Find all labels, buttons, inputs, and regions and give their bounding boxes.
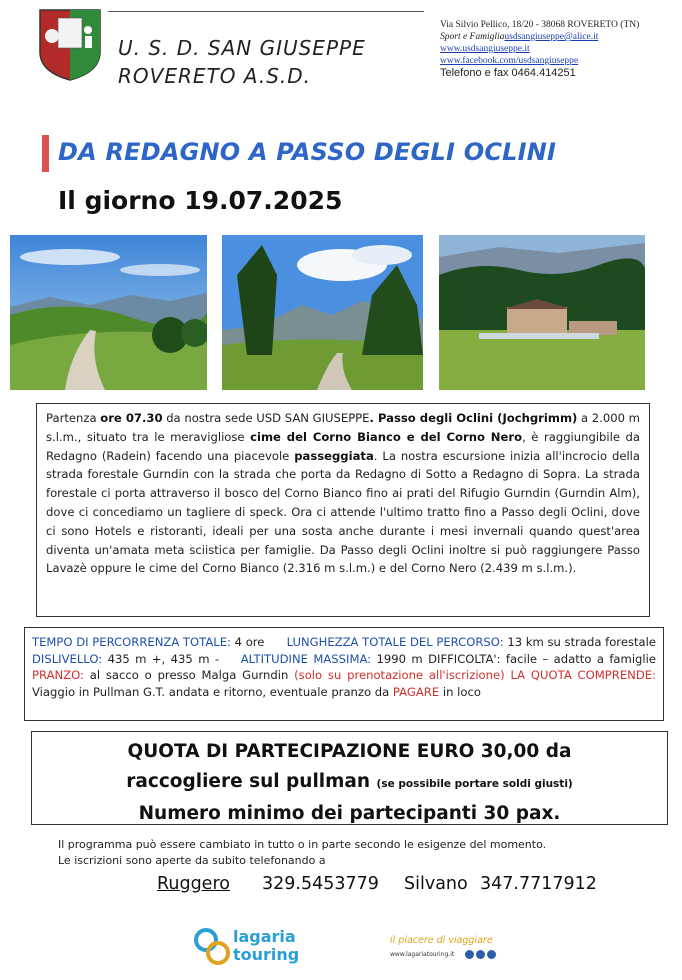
registration-note: Le iscrizioni sono aperte da subito telefonando a xyxy=(58,854,326,867)
club-name xyxy=(118,34,366,90)
price-box xyxy=(31,731,668,825)
min-participants: Numero minimo dei partecipanti 30 pax. xyxy=(138,803,561,824)
price-line: QUOTA DI PARTECIPAZIONE EURO 30,00 da xyxy=(127,741,572,762)
title-accent-bar xyxy=(42,135,49,172)
header-rule xyxy=(108,11,424,12)
club-logo xyxy=(38,8,102,82)
club-name-line1: U. S. D. SAN GIUSEPPE xyxy=(118,36,366,60)
contact-name-2: Silvano xyxy=(404,874,468,894)
footer-website[interactable]: www.lagariatouring.it xyxy=(390,951,455,958)
phone-fax: Telefono e fax 0464.414251 xyxy=(440,67,576,79)
contact-phone-1[interactable]: 329.5453779 xyxy=(262,874,379,894)
payment-note: (se possibile portare soldi giusti) xyxy=(376,778,573,790)
photo-forest-road xyxy=(222,235,423,390)
trip-details-box: TEMPO DI PERCORRENZA TOTALE: 4 ore LUNGHEZZA TOTALE DEL PERCORSO: 13 km su strada forestale DISLIVELLO: 435 m +, 435 m - ALTITUDINE MASSIMA: 1990 m DIFFICOLTA': facile – adatto a famiglie PRANZO: al sacco o presso Malga Gurndin (solo su prenotazione all'iscrizione) LA QUOTA COMPRENDE: Viaggio in Pullman G.T. andata e ritorno, eventuale pranzo da PAGARE in loco xyxy=(24,627,664,721)
sport-label: Sport e Famiglia xyxy=(440,32,505,42)
program-note: Il programma può essere cambiato in tutto o in parte secondo le esigenze del momento. xyxy=(58,838,547,851)
club-name-line2: ROVERETO A.S.D. xyxy=(118,64,312,88)
lagaria-brand: lagaria touring xyxy=(233,927,300,964)
lagaria-logo-icon xyxy=(194,928,230,970)
notes xyxy=(58,837,546,869)
facebook-link[interactable]: www.facebook.com/usdsangiuseppe xyxy=(440,56,579,66)
instagram-icon[interactable] xyxy=(465,950,474,959)
photo-mountain-hut xyxy=(439,235,645,390)
address: Via Silvio Pellico, 18/20 - 38068 ROVERETO (TN) xyxy=(440,20,640,30)
whatsapp-icon[interactable] xyxy=(487,950,496,959)
payment-line: raccogliere sul pullman (se possibile portare soldi giusti) xyxy=(126,771,573,792)
photo-trail-meadow xyxy=(10,235,207,390)
page-title: DA REDAGNO A PASSO DEGLI OCLINI xyxy=(58,138,557,166)
header-contacts xyxy=(440,19,639,79)
description-box: Partenza ore 07.30 da nostra sede USD SAN GIUSEPPE. Passo degli Oclini (Jochgrimm) a 2.000 m s.l.m., situato tra le meravigliose cime del Corno Bianco e del Corno Nero, è raggiungibile da Redagno (Radein) facendo una piacevole passeggiata. La nostra escursione inizia all'incrocio della strada forestale Gurndin con la strada che porta da Redagno di Sotto a Redagno di Sopra. La strada forestale ci porta attraverso il bosco del Corno Bianco fino ai prati del Rifugio Gurndin (Gurndin Alm), dove ci concediamo un tagliere di speck. Ora ci attende l'ultimo tratto fino a Passo degli Oclini, dove ci sono Hotels e ristoranti, ideali per una sosta anche durante i mesi invernali quando quest'area diventa un'amata meta sciistica per famiglie. Da Passo degli Oclini inoltre si può raggiungere Passo Lavazè oppure le cime del Corno Bianco (2.316 m s.l.m.) e del Corno Nero (2.439 m s.l.m.). xyxy=(36,403,650,617)
email-link[interactable]: usdsangiuseppe@alice.it xyxy=(504,32,599,42)
slogan: il piacere di viaggiare xyxy=(390,935,493,946)
contact-name-1: Ruggero xyxy=(157,874,230,894)
contact-phone-2[interactable]: 347.7717912 xyxy=(480,874,597,894)
event-date: Il giorno 19.07.2025 xyxy=(58,186,343,215)
website-link[interactable]: www.usdsangiuseppe.it xyxy=(440,44,530,54)
facebook-icon[interactable] xyxy=(476,950,485,959)
